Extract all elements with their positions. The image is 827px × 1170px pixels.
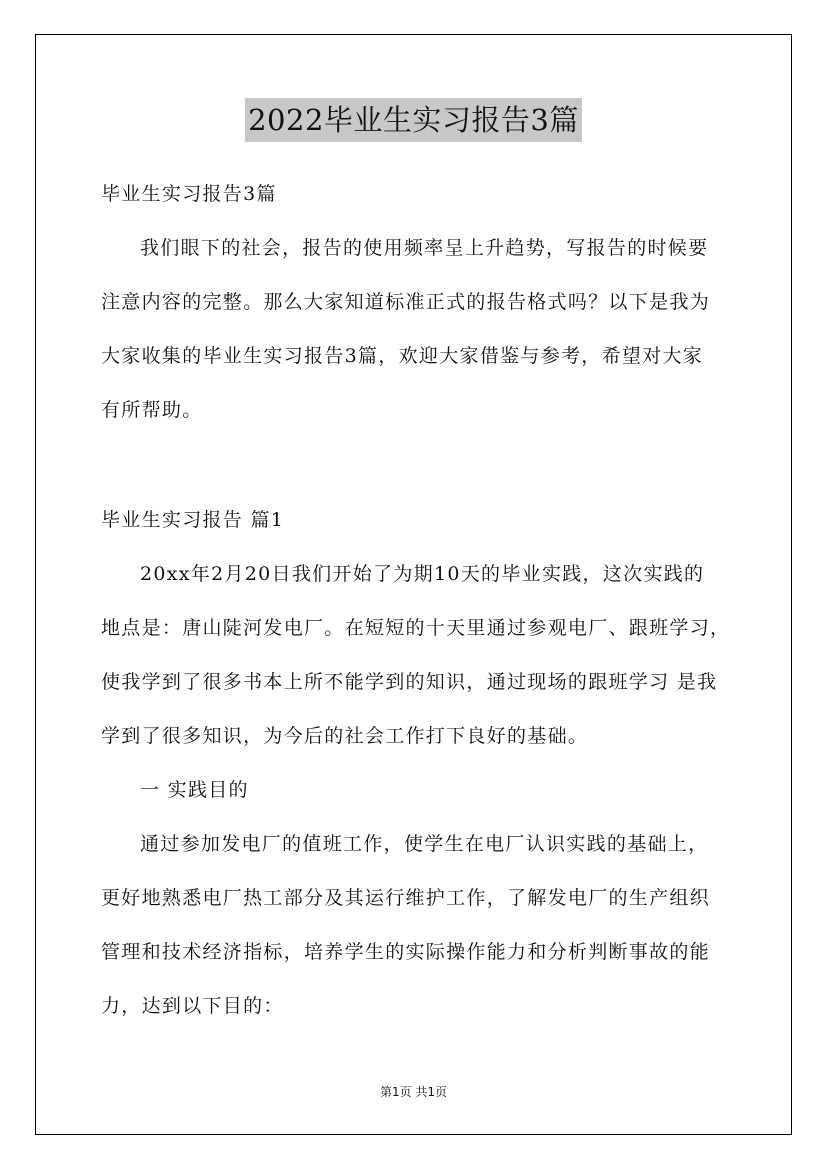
paragraph-line: 管理和技术经济指标，培养学生的实际操作能力和分析判断事故的能 xyxy=(101,941,711,963)
paragraph-line: 力，达到以下目的： xyxy=(101,995,284,1017)
paragraph-line: 学到了很多知识，为今后的社会工作打下良好的基础。 xyxy=(101,725,589,747)
subtitle: 毕业生实习报告3篇 xyxy=(101,183,277,205)
paragraph-line: 地点是：唐山陡河发电厂。在短短的十天里通过参观电厂、跟班学习， xyxy=(101,617,731,639)
paragraph-line: 注意内容的完整。那么大家知道标准正式的报告格式吗？以下是我为 xyxy=(101,291,711,313)
paragraph-line: 使我学到了很多书本上所不能学到的知识，通过现场的跟班学习 是我 xyxy=(101,671,718,693)
section-heading: 毕业生实习报告 篇1 xyxy=(101,509,285,531)
paragraph-line: 我们眼下的社会，报告的使用频率呈上升趋势，写报告的时候要 xyxy=(140,237,709,259)
paragraph-line: 20xx年2月20日我们开始了为期10天的毕业实践，这次实践的 xyxy=(140,563,705,585)
paragraph-line: 更好地熟悉电厂热工部分及其运行维护工作，了解发电厂的生产组织 xyxy=(101,887,711,909)
document-title: 2022毕业生实习报告3篇 xyxy=(245,98,582,142)
paragraph-line: 大家收集的毕业生实习报告3篇，欢迎大家借鉴与参考，希望对大家 xyxy=(101,345,704,367)
paragraph-line: 有所帮助。 xyxy=(101,399,203,421)
title-container xyxy=(0,98,827,142)
page-footer: 第1页 共1页 xyxy=(379,1085,448,1099)
subsection-heading: 一 实践目的 xyxy=(140,779,249,801)
paragraph-line: 通过参加发电厂的值班工作，使学生在电厂认识实践的基础上， xyxy=(140,833,709,855)
